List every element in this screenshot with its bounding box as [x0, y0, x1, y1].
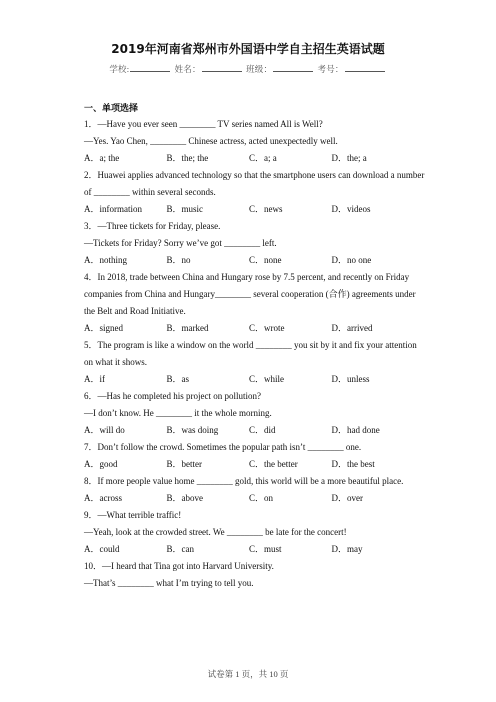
number-label: 考号：: [317, 64, 344, 74]
answer-option[interactable]: B．marked: [166, 323, 209, 333]
question-text: 8．If more people value home ________ gold, this world will be a more beautiful place.: [84, 476, 404, 486]
options-row: [84, 456, 414, 473]
question-text: —That’s ________ what I’m trying to tell you.: [84, 578, 254, 588]
answer-option[interactable]: A．information: [84, 204, 142, 214]
question-text: —I don’t know. He ________ it the whole morning.: [84, 408, 272, 418]
question-text: 5．The program is like a window on the world ________ you sit by it and fix your attention: [84, 340, 417, 350]
question-text: —Yeah, look at the crowded street. We ________ be late for the concert!: [84, 527, 347, 537]
answer-option[interactable]: A．will do: [84, 425, 125, 435]
question-text: 6．—Has he completed his project on pollution?: [84, 391, 261, 401]
question-item: [84, 167, 425, 218]
question-item: [84, 558, 414, 592]
answer-option[interactable]: B．as: [166, 374, 190, 384]
question-text: 1．—Have you ever seen ________ TV series named All is Well?: [84, 119, 323, 129]
answer-option[interactable]: D．had done: [331, 425, 380, 435]
page-footer: 试卷第 1 页，共 10 页: [207, 669, 289, 679]
answer-option[interactable]: C．must: [249, 544, 282, 554]
answer-option[interactable]: B．can: [166, 544, 194, 554]
answer-option[interactable]: C．the better: [249, 459, 298, 469]
student-info-line: [0, 63, 496, 75]
question-text: companies from China and Hungary________ several cooperation (合作) agreements under: [84, 289, 416, 299]
question-item: [84, 218, 414, 269]
question-text: 2．Huawei applies advanced technology so that the smartphone users can download a number: [84, 170, 425, 180]
question-text: the Belt and Road Initiative.: [84, 306, 186, 316]
answer-option[interactable]: B．no: [166, 255, 191, 265]
answer-option[interactable]: B．better: [166, 459, 202, 469]
answer-option[interactable]: C．wrote: [249, 323, 285, 333]
answer-option[interactable]: C．none: [249, 255, 282, 265]
answer-option[interactable]: C．did: [249, 425, 276, 435]
answer-option[interactable]: C．a; a: [249, 153, 277, 163]
answer-option[interactable]: D．the; a: [331, 153, 367, 163]
answer-option[interactable]: D．videos: [331, 204, 371, 214]
answer-option[interactable]: D．may: [331, 544, 363, 554]
question-text: of ________ within several seconds.: [84, 187, 216, 197]
question-item: [84, 507, 414, 558]
answer-option[interactable]: B．above: [166, 493, 203, 503]
question-text: 4．In 2018, trade between China and Hungary rose by 7.5 percent, and recently on Friday: [84, 272, 410, 282]
question-text: 9．—What terrible traffic!: [84, 510, 182, 520]
number-blank[interactable]: [345, 63, 385, 72]
question-text: on what it shows.: [84, 357, 147, 367]
answer-option[interactable]: A．good: [84, 459, 118, 469]
class-blank[interactable]: [273, 63, 313, 72]
options-row: [84, 201, 414, 218]
question-text: —Tickets for Friday? Sorry we’ve got ________ left.: [84, 238, 277, 248]
answer-option[interactable]: B．the; the: [166, 153, 209, 163]
options-row: [84, 320, 414, 337]
answer-option[interactable]: B．music: [166, 204, 204, 214]
name-blank[interactable]: [202, 63, 242, 72]
answer-option[interactable]: C．on: [249, 493, 274, 503]
question-text: 3．—Three tickets for Friday, please.: [84, 221, 221, 231]
answer-option[interactable]: D．arrived: [331, 323, 373, 333]
options-row: [84, 541, 414, 558]
question-text: 10．—I heard that Tina got into Harvard University.: [84, 561, 274, 571]
answer-option[interactable]: D．unless: [331, 374, 370, 384]
answer-option[interactable]: A．could: [84, 544, 120, 554]
question-item: [84, 269, 414, 337]
question-text: —Yes. Yao Chen, ________ Chinese actress, acted unexpectedly well.: [84, 136, 338, 146]
answer-option[interactable]: B．was doing: [166, 425, 219, 435]
answer-option[interactable]: A．if: [84, 374, 105, 384]
answer-option[interactable]: D．no one: [331, 255, 372, 265]
options-row: [84, 252, 414, 269]
options-row: [84, 371, 414, 388]
name-label: 姓名：: [174, 64, 201, 74]
answer-option[interactable]: A．signed: [84, 323, 123, 333]
question-item: [84, 473, 414, 507]
class-label: 班级：: [246, 64, 273, 74]
question-item: [84, 337, 417, 388]
options-row: [84, 422, 414, 439]
section-title: 一、单项选择: [84, 104, 139, 114]
question-list: [84, 116, 425, 592]
question-item: [84, 439, 414, 473]
answer-option[interactable]: D．the best: [331, 459, 375, 469]
options-row: [84, 150, 414, 167]
question-item: [84, 388, 414, 439]
question-item: [84, 116, 414, 167]
question-text: 7．Don’t follow the crowd. Sometimes the popular path isn’t ________ one.: [84, 442, 362, 452]
exam-title: 2019年河南省郑州市外国语中学自主招生英语试题: [111, 42, 385, 56]
answer-option[interactable]: A．a; the: [84, 153, 120, 163]
school-blank[interactable]: [130, 63, 170, 72]
answer-option[interactable]: C．while: [249, 374, 284, 384]
answer-option[interactable]: A．across: [84, 493, 122, 503]
answer-option[interactable]: A．nothing: [84, 255, 128, 265]
answer-option[interactable]: D．over: [331, 493, 363, 503]
school-label: 学校:: [109, 64, 130, 74]
answer-option[interactable]: C．news: [249, 204, 283, 214]
options-row: [84, 490, 414, 507]
